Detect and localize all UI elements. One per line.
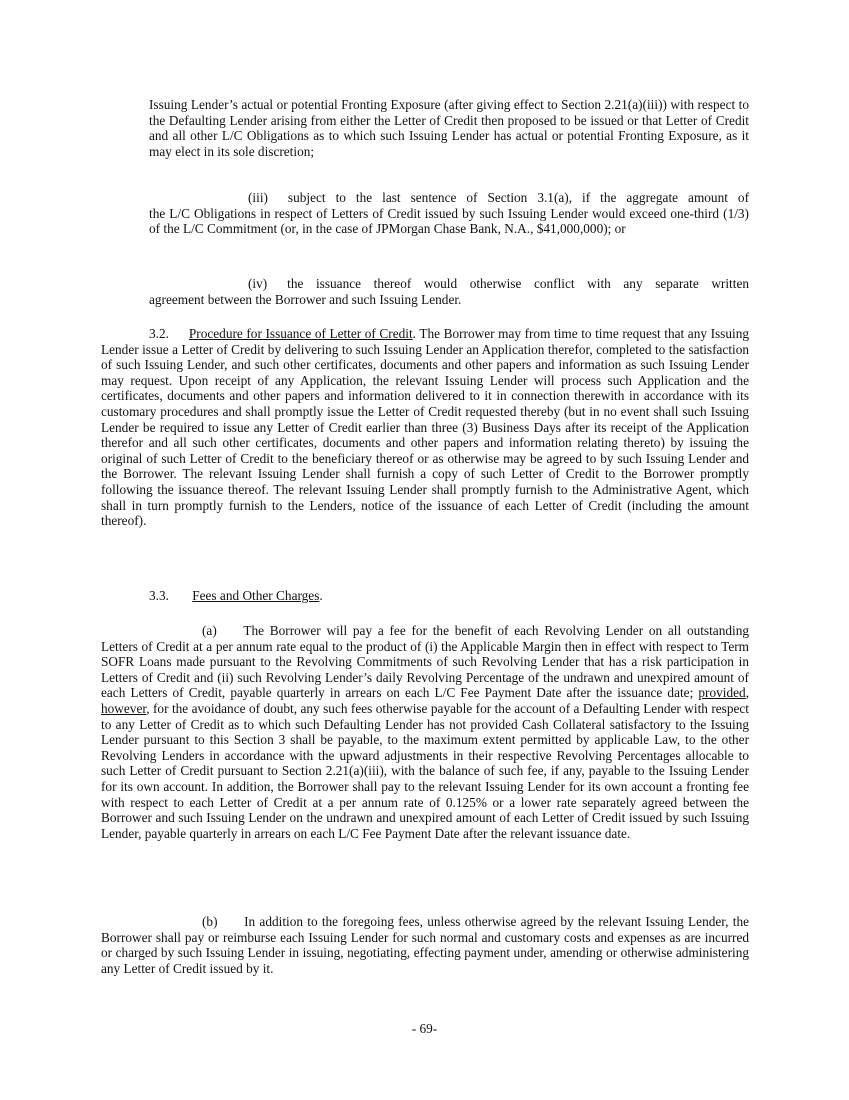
section-3-3-number: 3.3. — [149, 588, 169, 603]
paragraph-a-text-2: , for the avoidance of doubt, any such fees otherwise payable for the account of a Defaulting Lender with respect to any Letter of Credit as to which such Defaulting Lender has not provided Cash Collateral satisfactory to the Issuing Lender pursuant to this Section 3 shall be payable, to the maximum extent permitted by applicable Law, to the other Revolving Lenders in accordance with the upward adjustments in their respective Revolving Percentages allocable to such Letter of Credit pursuant to Section 2.21(a)(iii), with the balance of such fee, if any, payable to the Issuing Lender for its own account. In addition, the Borrower shall pay to the relevant Issuing Lender for its own account a fronting fee with respect to each Letter of Credit at a per annum rate of 0.125% or a lower rate separately agreed between the Borrower and such Issuing Lender on the undrawn and unexpired amount of each Letter of Credit issued by such Issuing Lender, payable quarterly in arrears on each L/C Fee Payment Date after the relevant issuance date. — [101, 700, 749, 841]
section-3-3-period: . — [319, 588, 323, 603]
clause-iii-first-text: subject to the last sentence of Section 3.1(a), if the aggregate amount of — [287, 190, 749, 205]
clause-iv-first-line — [149, 276, 749, 292]
clause-iv-rest-text: agreement between the Borrower and such Issuing Lender. — [149, 291, 462, 307]
section-3-2-number: 3.2. — [149, 326, 169, 341]
paragraph-a-text-1: The Borrower will pay a fee for the benefit of each Revolving Lender on all outstanding Letters of Credit at a per annum rate equal to the product of (i) the Applicable Margin then in effect with respect to Term SOFR Loans made pursuant to the Revolving Commitments of such Revolving Lender that has a risk participation in Letters of Credit and (ii) such Revolving Lender’s daily Revolving Percentage of the undrawn and unexpired amount of each Letters of Credit, payable quarterly in arrears on each L/C Fee Payment Date after the issuance date; — [101, 623, 749, 701]
section-3-3-heading: Fees and Other Charges — [192, 588, 320, 603]
page-number: - 69- — [411, 1021, 438, 1036]
section-3-2 — [101, 326, 749, 529]
continuation-paragraph — [149, 97, 749, 159]
paragraph-a — [101, 623, 749, 841]
clause-iii — [149, 190, 749, 237]
section-3-2-heading: Procedure for Issuance of Letter of Credit — [188, 326, 413, 341]
paragraph-b — [101, 914, 749, 976]
paragraph-a-number: (a) — [202, 623, 217, 638]
continuation-text: Issuing Lender’s actual or potential Fronting Exposure (after giving effect to Section 2.21(a)(iii)) with respect to the Defaulting Lender arising from either the Letter of Credit then proposed to be issued or that Letter of Credit and all other L/C Obligations as to which such Issuing Lender has actual or potential Fronting Exposure, as it may elect in its sole discretion; — [149, 97, 749, 159]
section-3-3 — [149, 588, 749, 604]
clause-iii-first-line — [149, 190, 749, 206]
clause-iv — [149, 276, 749, 307]
clause-iii-rest-text: the L/C Obligations in respect of Letters of Credit issued by such Issuing Lender would exceed one-third (1/3) of the L/C Commitment (or, in the case of JPMorgan Chase Bank, N.A., $41,000,000); or — [149, 205, 749, 237]
paragraph-a-comma: , — [745, 685, 750, 701]
clause-iv-first-text: the issuance thereof would otherwise conflict with any separate written — [287, 276, 749, 291]
paragraph-a-provided: provided — [698, 685, 746, 701]
clause-iv-number: (iv) — [248, 276, 268, 291]
paragraph-b-number: (b) — [202, 914, 218, 929]
paragraph-a-however: however — [101, 700, 147, 716]
section-3-2-text: . The Borrower may from time to time request that any Issuing Lender issue a Letter of Credit by delivering to such Issuing Lender an Application therefor, completed to the satisfaction of such Issuing Lender, and such other certificates, documents and other papers and information as such Issuing Lender may request. Upon receipt of any Application, the relevant Issuing Lender will process such Application and the certificates, documents and other papers and information delivered to it in connection therewith in accordance with its customary procedures and shall promptly issue the Letter of Credit requested thereby (but in no event shall such Issuing Lender be required to issue any Letter of Credit earlier than three (3) Business Days after its receipt of the Application therefor and all such other certificates, documents and other papers and information relating thereto) by issuing the original of such Letter of Credit to the beneficiary thereof or as otherwise may be agreed to by such Issuing Lender and the Borrower. The relevant Issuing Lender shall furnish a copy of such Letter of Credit to the Borrower promptly following the issuance thereof. The relevant Issuing Lender shall promptly furnish to the Administrative Agent, which shall in turn promptly furnish to the Lenders, notice of the issuance of each Letter of Credit (including the amount thereof). — [101, 326, 749, 529]
clause-iii-number: (iii) — [248, 190, 268, 205]
paragraph-b-text: In addition to the foregoing fees, unless otherwise agreed by the relevant Issuing Lender, the Borrower shall pay or reimburse each Issuing Lender for such normal and customary costs and expenses as are incurred or charged by such Issuing Lender in issuing, negotiating, effecting payment under, amending or otherwise administering any Letter of Credit issued by it. — [101, 914, 749, 976]
